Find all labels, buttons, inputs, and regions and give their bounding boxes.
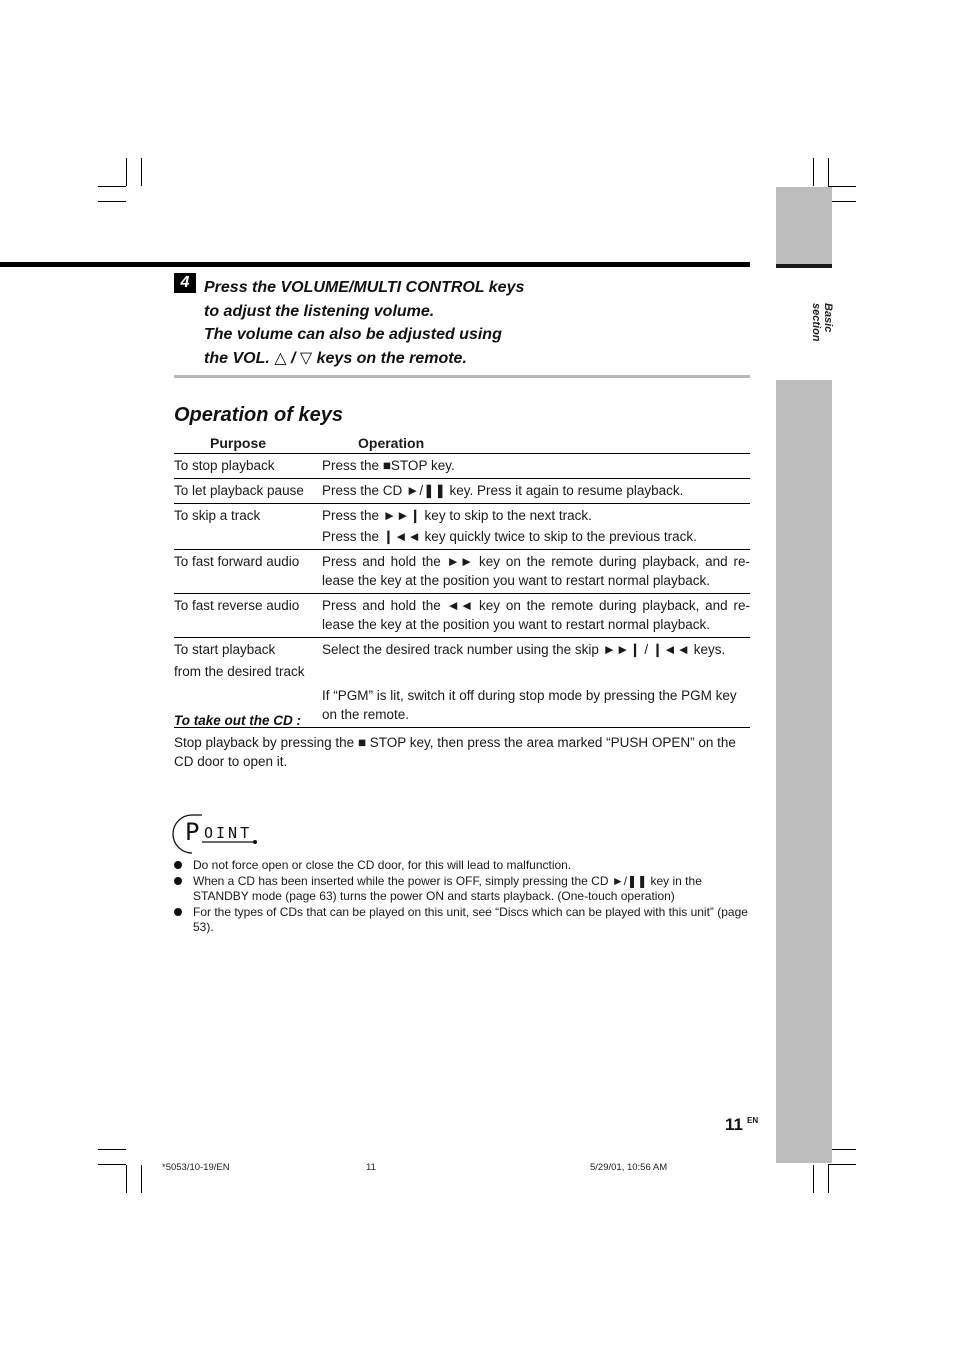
- step-instruction: [204, 276, 534, 370]
- crop-mark: [126, 158, 127, 186]
- point-logo-dot: [253, 840, 257, 844]
- section-label-line2: section: [810, 303, 822, 342]
- section-label-line1: Basic: [822, 303, 834, 333]
- crop-mark: [828, 1165, 829, 1193]
- crop-mark: [141, 1165, 142, 1193]
- note-text: For the types of CDs that can be played on this unit, see “Discs which can be played with this unit” (page 53).: [193, 904, 748, 934]
- point-notes: [174, 858, 750, 936]
- cd-removal-text: Stop playback by pressing the ■ STOP key, then press the area marked “PUSH OPEN” on the CD door to open it.: [174, 735, 736, 769]
- operation-cell: Press and hold the ►► key on the remote during playback, and re-lease the key at the position you want to restart normal playback.: [322, 554, 750, 588]
- crop-mark: [813, 158, 814, 186]
- step-line: The volume can also be adjusted using: [204, 326, 502, 343]
- purpose-cell: To fast reverse audio: [174, 598, 300, 613]
- crop-mark: [98, 186, 126, 187]
- crop-mark: [98, 201, 126, 202]
- operation-line: Press the ►►❙ key to skip to the next track.: [322, 508, 592, 523]
- header-rule: [0, 262, 750, 267]
- step-number: 4: [174, 273, 196, 293]
- cd-removal-title: To take out the CD :: [174, 713, 301, 728]
- footer-code: *5053/10-19/EN: [162, 1162, 230, 1173]
- list-item: [174, 874, 750, 905]
- purpose-cell: To stop playback: [174, 458, 275, 473]
- crop-mark: [828, 186, 856, 187]
- bullet-icon: [174, 877, 182, 885]
- crop-mark: [141, 158, 142, 186]
- section-tab-rule: [776, 264, 832, 268]
- header-operation: Operation: [358, 434, 425, 451]
- table-row: [174, 454, 750, 479]
- note-text: Do not force open or close the CD door, for this will lead to malfunction.: [193, 858, 572, 872]
- crop-mark: [813, 1165, 814, 1193]
- table-row: [174, 504, 750, 550]
- operation-cell: [322, 504, 750, 550]
- table-row: [174, 594, 750, 638]
- bullet-icon: [174, 908, 182, 916]
- section-title: Operation of keys: [174, 404, 343, 426]
- purpose-line: To start playback: [174, 642, 276, 657]
- point-logo: [172, 812, 262, 856]
- header-purpose: Purpose: [210, 434, 267, 451]
- list-item: [174, 858, 750, 874]
- bullet-icon: [174, 861, 182, 869]
- operation-cell: Press the ■STOP key.: [322, 458, 455, 473]
- page-language: EN: [747, 1116, 759, 1125]
- table-header-row: [174, 432, 750, 454]
- crop-mark: [828, 201, 856, 202]
- list-item: [174, 905, 750, 936]
- operation-cell: Press and hold the ◄◄ key on the remote during playback, and re-lease the key at the position you want to restart normal playback.: [322, 598, 750, 632]
- operation-line: Select the desired track number using the skip ►►❙ / ❙◄◄ keys.: [322, 642, 726, 657]
- crop-mark: [828, 1164, 856, 1165]
- step-divider: [174, 375, 750, 378]
- crop-mark: [98, 1149, 126, 1150]
- note-text: When a CD has been inserted while the power is OFF, simply pressing the CD ►/❚❚ key in the STANDBY mode (page 63) turns the power ON and starts playback. (One-touch operation): [193, 873, 702, 903]
- purpose-cell: To skip a track: [174, 508, 261, 523]
- footer-page: 11: [366, 1162, 376, 1173]
- purpose-cell: To let playback pause: [174, 483, 304, 498]
- purpose-line: from the desired track: [174, 664, 305, 679]
- section-tab-label: [774, 303, 834, 342]
- crop-mark: [828, 158, 829, 186]
- step-line: Press the VOLUME/MULTI CONTROL keys: [204, 279, 525, 296]
- step-line: the VOL. △ / ▽ keys on the remote.: [204, 349, 467, 367]
- page-number: 11: [725, 1115, 743, 1134]
- point-logo-letter: P: [185, 818, 200, 846]
- table-row: [174, 550, 750, 594]
- table-row: [174, 479, 750, 504]
- step-line: to adjust the listening volume.: [204, 302, 435, 320]
- operation-line: Press the ❙◄◄ key quickly twice to skip to the previous track.: [322, 529, 697, 544]
- crop-mark: [98, 1164, 126, 1165]
- operation-line: If “PGM” is lit, switch it off during stop mode by pressing the PGM key on the remote.: [322, 688, 737, 722]
- operation-cell: Press the CD ►/❚❚ key. Press it again to resume playback.: [322, 483, 684, 498]
- point-logo-text: OINT: [204, 824, 253, 842]
- purpose-cell: To fast forward audio: [174, 554, 300, 569]
- crop-mark: [828, 1149, 856, 1150]
- operation-cell: [322, 638, 750, 728]
- operation-table: [174, 432, 750, 728]
- crop-mark: [126, 1165, 127, 1193]
- footer-timestamp: 5/29/01, 10:56 AM: [590, 1162, 668, 1173]
